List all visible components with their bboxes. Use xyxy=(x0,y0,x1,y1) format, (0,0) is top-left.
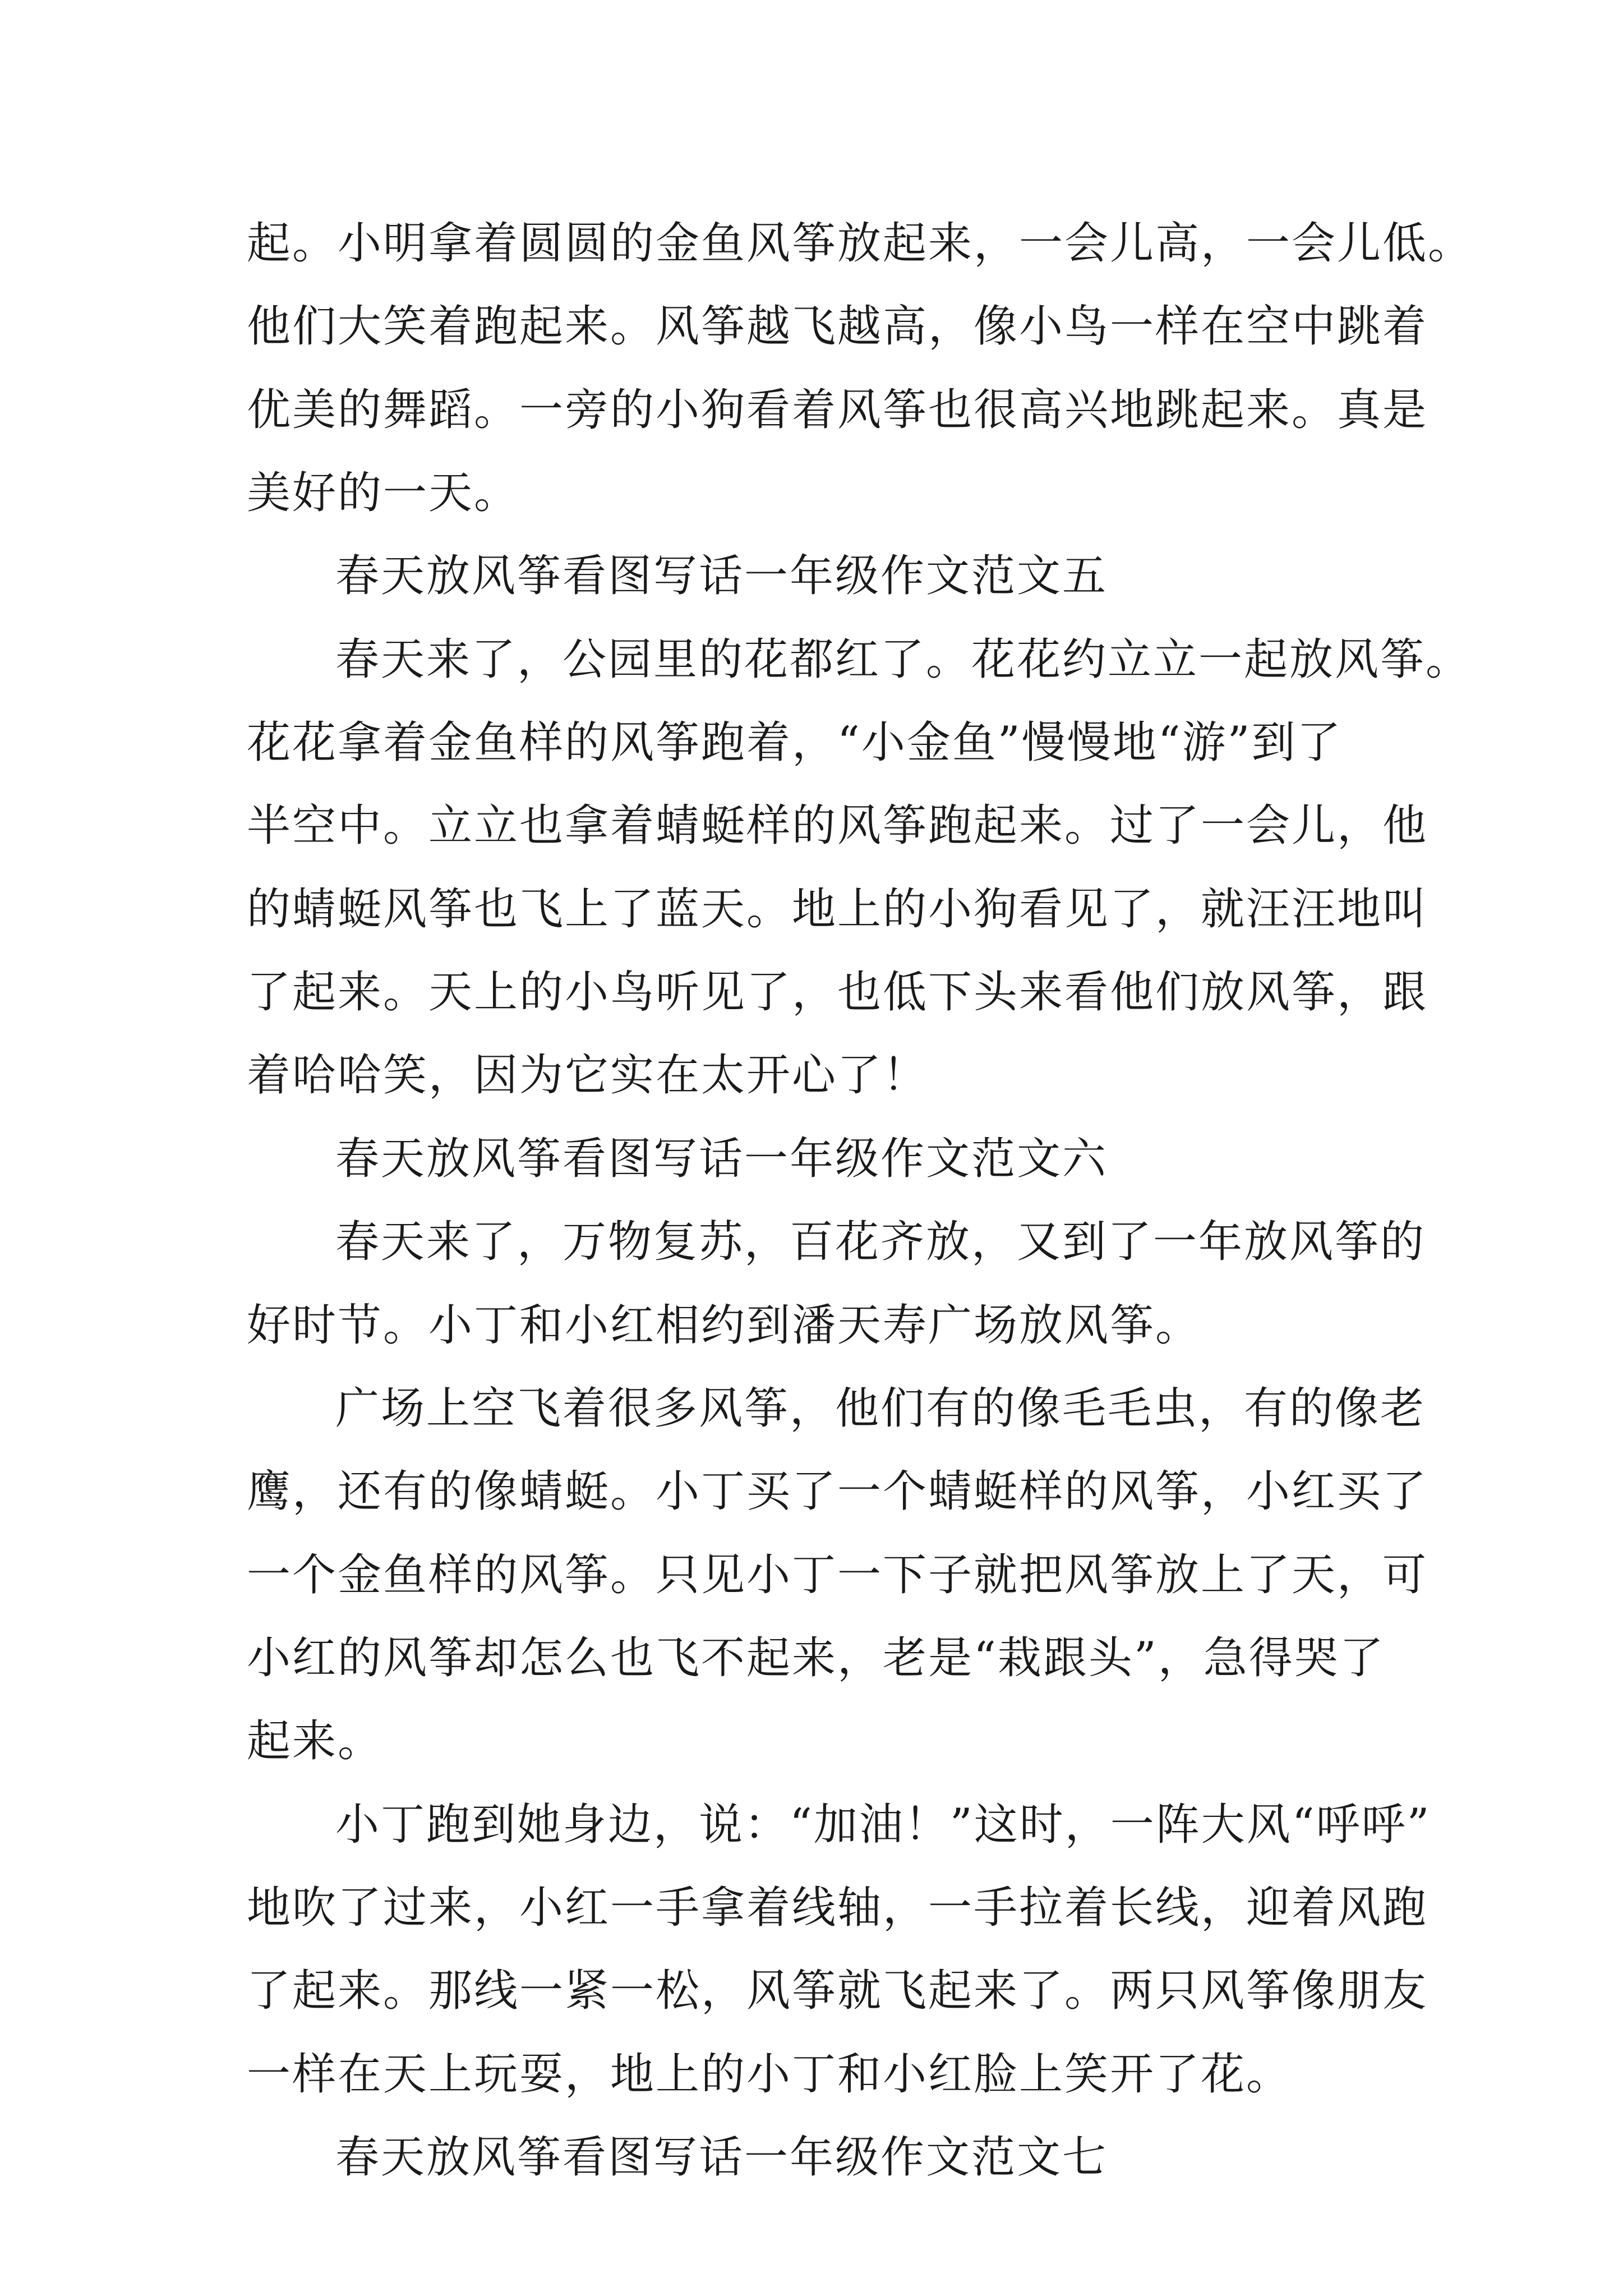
text-line: 着哈哈笑，因为它实在太开心了！ xyxy=(247,1050,929,1101)
text-line: 美好的一天。 xyxy=(247,468,520,518)
text-line: 起来。 xyxy=(247,1716,384,1766)
text-line: 地吹了过来，小红一手拿着线轴，一手拉着长线，迎着风跑 xyxy=(247,1883,1428,1933)
section-heading: 春天放风筝看图写话一年级作文范文五 xyxy=(335,551,1108,601)
text-line: 花花拿着金鱼样的风筝跑着，“小金鱼”慢慢地“游”到了 xyxy=(247,717,1343,768)
text-line: 好时节。小丁和小红相约到潘天寿广场放风筝。 xyxy=(247,1300,1201,1351)
text-line: 半空中。立立也拿着蜻蜓样的风筝跑起来。过了一会儿，他 xyxy=(247,800,1428,851)
text-line: 优美的舞蹈。一旁的小狗看着风筝也很高兴地跳起来。真是 xyxy=(247,385,1428,435)
paragraph-first-line: 春天来了，公园里的花都红了。花花约立立一起放风筝。 xyxy=(335,634,1472,685)
text-line: 一样在天上玩耍，地上的小丁和小红脸上笑开了花。 xyxy=(247,2049,1292,2100)
text-line: 了起来。天上的小鸟听见了，也低下头来看他们放风筝，跟 xyxy=(247,967,1428,1018)
paragraph-first-line: 广场上空飞着很多风筝，他们有的像毛毛虫，有的像老 xyxy=(335,1383,1426,1434)
section-heading: 春天放风筝看图写话一年级作文范文七 xyxy=(335,2132,1108,2183)
text-line: 一个金鱼样的风筝。只见小丁一下子就把风筝放上了天，可 xyxy=(247,1550,1428,1600)
text-line: 他们大笑着跑起来。风筝越飞越高，像小鸟一样在空中跳着 xyxy=(247,301,1428,352)
text-line: 的蜻蜓风筝也飞上了蓝天。地上的小狗看见了，就汪汪地叫 xyxy=(247,884,1428,935)
section-heading: 春天放风筝看图写话一年级作文范文六 xyxy=(335,1134,1108,1184)
text-line: 鹰，还有的像蜻蜓。小丁买了一个蜻蜓样的风筝，小红买了 xyxy=(247,1466,1428,1517)
text-line: 起。小明拿着圆圆的金鱼风筝放起来，一会儿高，一会儿低。 xyxy=(247,218,1474,269)
text-line: 小红的风筝却怎么也飞不起来，老是“栽跟头”，急得哭了 xyxy=(247,1633,1385,1683)
paragraph-first-line: 小丁跑到她身边，说：“加油！”这时，一阵大风“呼呼” xyxy=(335,1800,1431,1850)
text-line: 了起来。那线一紧一松，风筝就飞起来了。两只风筝像朋友 xyxy=(247,1966,1428,2016)
paragraph-first-line: 春天来了，万物复苏，百花齐放，又到了一年放风筝的 xyxy=(335,1217,1426,1267)
